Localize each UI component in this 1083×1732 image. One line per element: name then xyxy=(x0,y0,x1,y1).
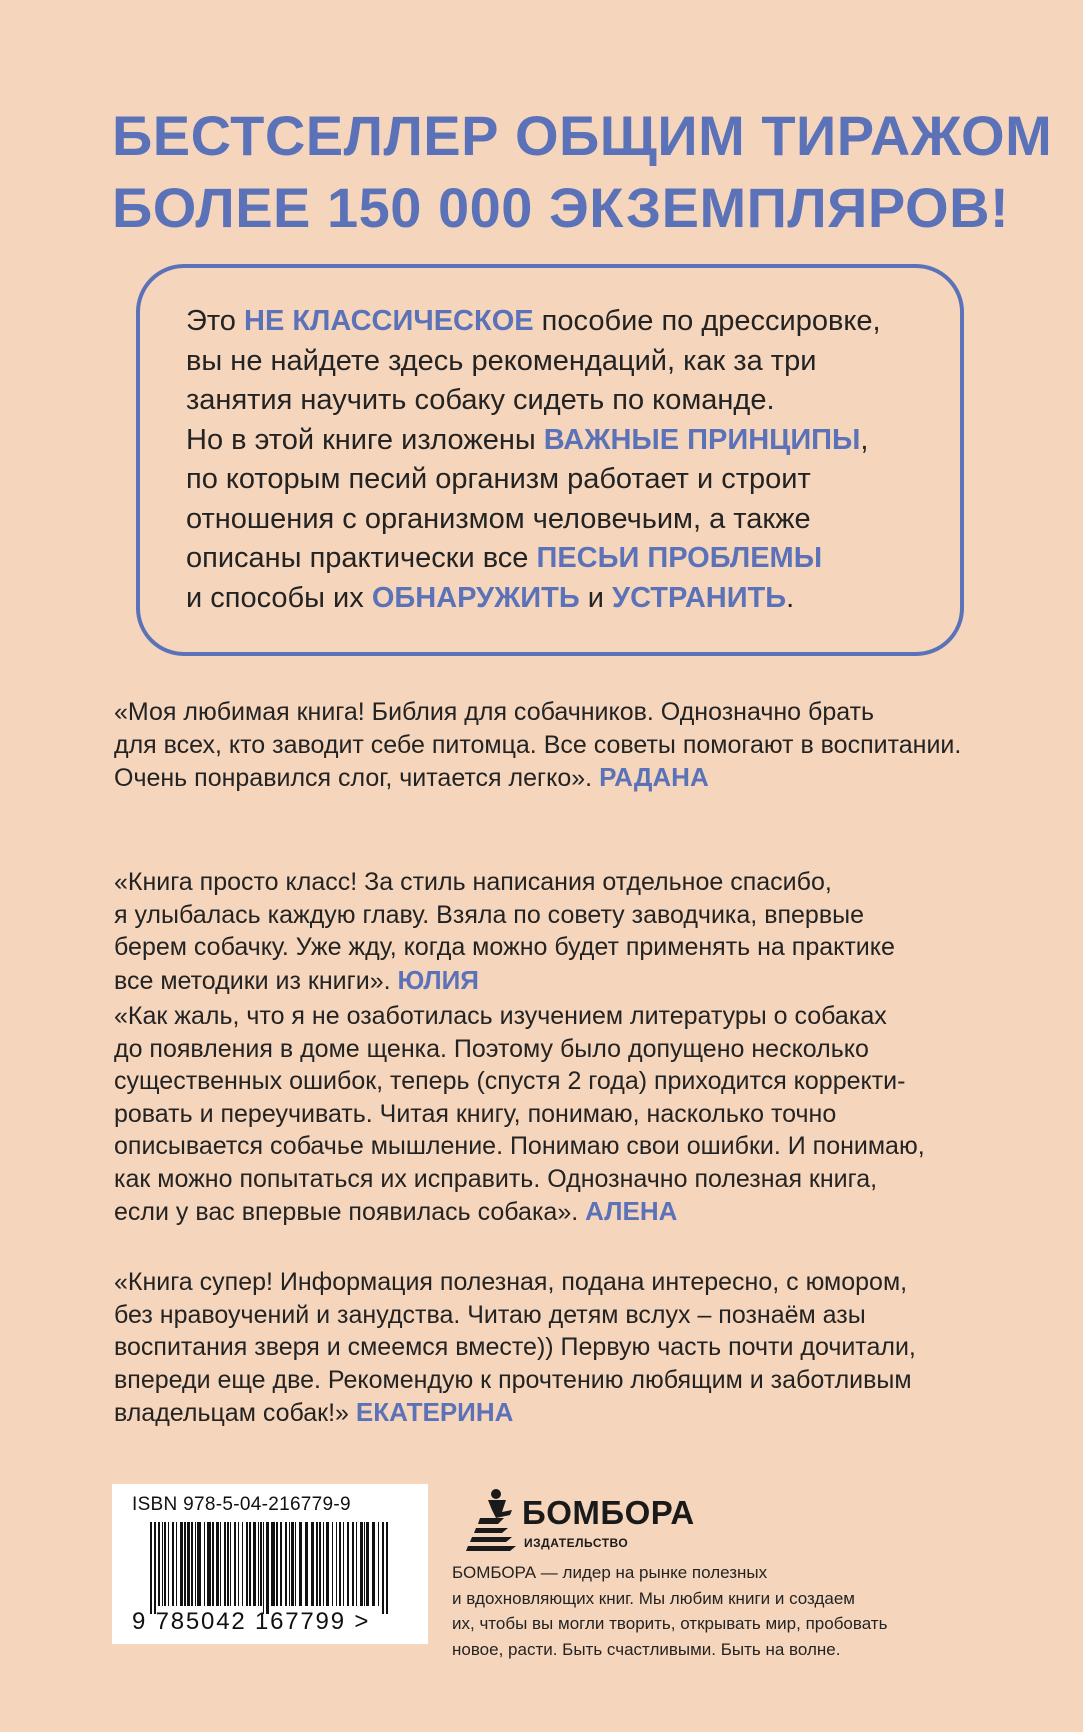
intro-text-run: . xyxy=(786,581,795,614)
review-text-run: Очень понравился слог, читается легко». xyxy=(114,764,600,792)
review-line: существенных ошибок, теперь (спустя 2 года) приходится корректи- xyxy=(114,1067,906,1095)
review-line: впереди еще две. Рекомендую к прочтению любящим и заботливым xyxy=(114,1365,912,1394)
intro-text-run: и способы их xyxy=(186,581,372,614)
review-line: без нравоучений и занудства. Читаю детям вслух – познаём азы xyxy=(114,1300,866,1329)
intro-line-5: по которым песий организм работает и строит xyxy=(186,463,811,495)
blurb-line: новое, расти. Быть счастливыми. Быть на волне. xyxy=(452,1639,841,1659)
barcode-digits: 9 785042 167799 > xyxy=(132,1608,371,1635)
intro-highlight: ПЕСЬИ ПРОБЛЕМЫ xyxy=(536,542,823,574)
review-1 xyxy=(114,696,1014,795)
blurb-line: их, чтобы вы могли творить, открывать мир, пробовать xyxy=(452,1614,888,1633)
review-line: воспитания зверя и смеемся вместе)) Первую часть почти дочитали, xyxy=(114,1333,916,1361)
blurb-line: БОМБОРА — лидер на рынке полезных xyxy=(452,1563,768,1582)
blurb-line: и вдохновляющих книг. Мы любим книги и создаем xyxy=(452,1588,855,1608)
intro-line-2: вы не найдете здесь рекомендаций, как за три xyxy=(186,344,817,377)
headline-line-2: БОЛЕЕ 150 000 ЭКЗЕМПЛЯРОВ! xyxy=(112,176,1010,239)
review-4 xyxy=(114,1266,1014,1430)
review-line: до появления в доме щенка. Поэтому было допущено несколько xyxy=(114,1034,869,1063)
barcode-icon xyxy=(150,1522,390,1614)
intro-highlight: ОБНАРУЖИТЬ xyxy=(371,581,580,614)
review-2 xyxy=(114,866,1014,997)
review-line xyxy=(114,964,1014,998)
publisher-name: БОМБОРА xyxy=(522,1494,695,1531)
intro-text xyxy=(186,302,920,618)
publisher-logo xyxy=(466,1488,696,1558)
wave-rider-icon xyxy=(466,1488,520,1556)
review-line: как можно попытаться их исправить. Однозначно полезная книга, xyxy=(114,1164,878,1193)
publisher-blurb xyxy=(452,1560,952,1662)
review-author: РАДАНА xyxy=(599,762,709,792)
review-line: ровать и переучивать. Читая книгу, понимаю, насколько точно xyxy=(114,1099,837,1128)
review-line: берем собачку. Уже жду, когда можно будет применять на практике xyxy=(114,933,895,961)
review-line xyxy=(114,1195,1014,1229)
intro-highlight: НЕ КЛАССИЧЕСКОЕ xyxy=(244,305,534,337)
barcode-box xyxy=(112,1484,428,1644)
intro-line-7 xyxy=(186,539,920,579)
intro-highlight: ВАЖНЫЕ ПРИНЦИПЫ xyxy=(543,423,861,456)
intro-line-1 xyxy=(186,302,920,342)
review-line xyxy=(114,761,1014,795)
review-line: для всех, кто заводит себе питомца. Все советы помогают в воспитании. xyxy=(114,730,962,759)
intro-text-run: пособие по дрессировке, xyxy=(533,305,881,337)
review-line xyxy=(114,1396,1014,1430)
intro-box xyxy=(136,264,964,656)
intro-text-run: описаны практически все xyxy=(186,542,537,574)
isbn-text: ISBN 978-5-04-216779-9 xyxy=(132,1494,351,1515)
intro-highlight: УСТРАНИТЬ xyxy=(612,581,787,614)
review-author: ЕКАТЕРИНА xyxy=(355,1397,514,1427)
intro-text-run: и xyxy=(579,581,613,614)
review-author: ЮЛИЯ xyxy=(397,964,479,995)
intro-text-run: Но в этой книге изложены xyxy=(186,423,544,456)
review-text-run: владельцам собак!» xyxy=(114,1399,356,1427)
intro-text-run: Это xyxy=(186,305,244,337)
review-line: «Как жаль, что я не озаботилась изучением литературы о собаках xyxy=(114,1002,887,1030)
review-3 xyxy=(114,1000,1014,1229)
review-author: АЛЕНА xyxy=(585,1196,678,1226)
review-line: «Книга супер! Информация полезная, подана интересно, с юмором, xyxy=(114,1268,908,1296)
headline-line-1: БЕСТСЕЛЛЕР ОБЩИМ ТИРАЖОМ xyxy=(112,104,1053,167)
review-line: «Моя любимая книга! Библия для собачников. Однозначно брать xyxy=(114,698,875,726)
review-line: описывается собачье мышление. Понимаю свои ошибки. И понимаю, xyxy=(114,1132,925,1160)
intro-line-4 xyxy=(186,421,920,461)
review-text-run: все методики из книги». xyxy=(114,966,398,995)
intro-text-run: , xyxy=(860,423,869,456)
review-line: я улыбалась каждую главу. Взяла по совету заводчика, впервые xyxy=(114,900,864,929)
review-line: «Книга просто класс! За стиль написания отдельное спасибо, xyxy=(114,868,832,896)
intro-line-8 xyxy=(186,579,920,619)
review-text-run: если у вас впервые появилась собака». xyxy=(114,1198,586,1226)
intro-line-3: занятия научить собаку сидеть по команде. xyxy=(186,384,775,416)
headline xyxy=(112,100,1053,244)
intro-line-6: отношения с организмом человечьим, а также xyxy=(186,502,811,535)
publisher-subtitle: ИЗДАТЕЛЬСТВО xyxy=(524,1536,629,1550)
